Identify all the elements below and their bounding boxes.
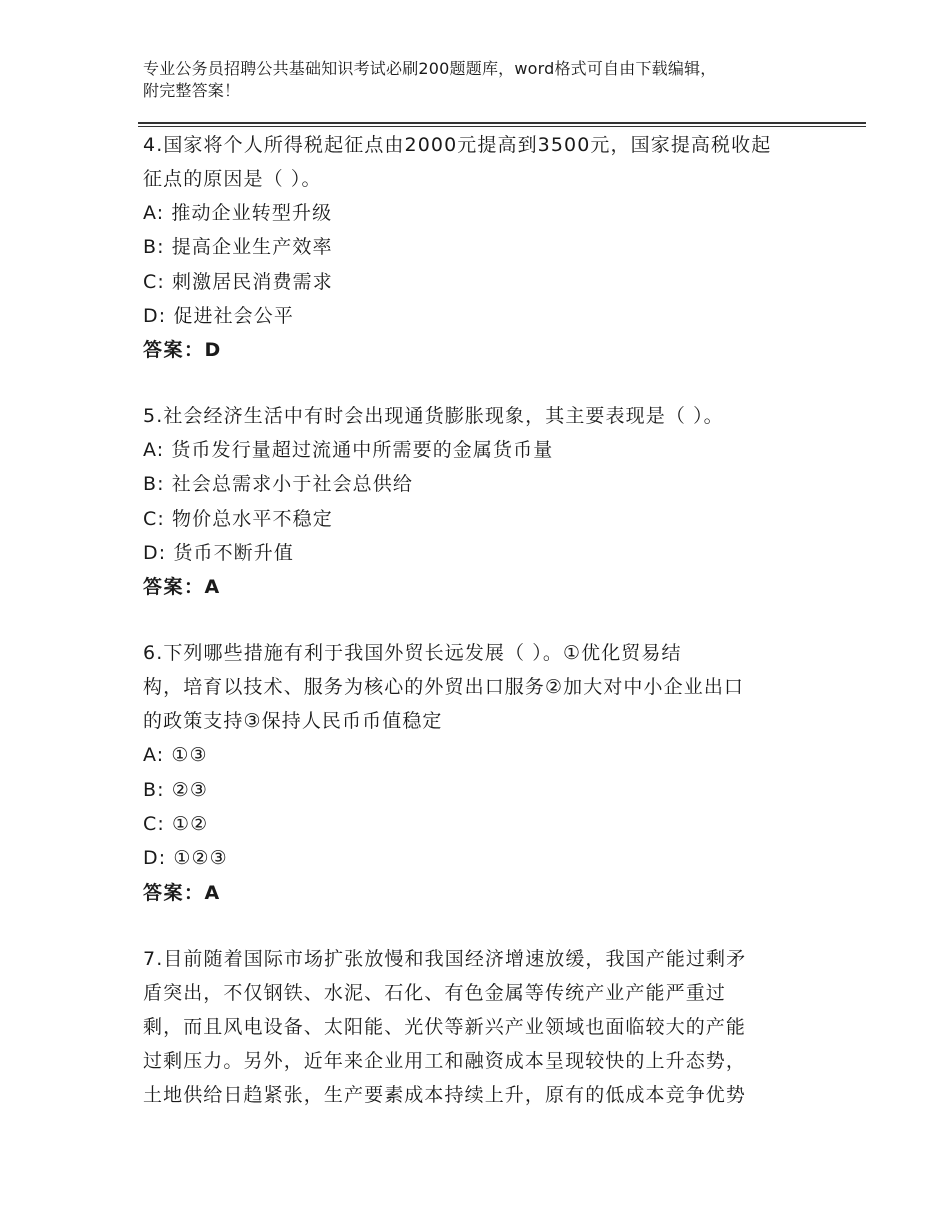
- question-stem-line: 构，培育以技术、服务为核心的外贸出口服务②加大对中小企业出口: [143, 676, 745, 699]
- option-c: C: 刺激居民消费需求: [143, 270, 333, 293]
- question-5: [143, 399, 833, 604]
- option-d: D: ①②③: [143, 847, 228, 870]
- question-stem-line: 7.目前随着国际市场扩张放慢和我国经济增速放缓，我国产能过剩矛: [143, 947, 747, 970]
- question-stem-line: 征点的原因是（ ）。: [143, 168, 322, 190]
- question-list: [143, 128, 833, 1144]
- option-d: D: 货币不断升值: [143, 542, 294, 565]
- answer: 答案：A: [143, 881, 221, 904]
- option-b: B: ②③: [143, 778, 209, 801]
- page-header: [143, 58, 843, 102]
- answer: 答案：D: [143, 339, 222, 362]
- question-stem-line: 过剩压力。另外，近年来企业用工和融资成本呈现较快的上升态势，: [143, 1049, 747, 1072]
- question-stem-line: 5.社会经济生活中有时会出现通货膨胀现象，其主要表现是（ ）。: [143, 405, 724, 428]
- question-stem-line: 6.下列哪些措施有利于我国外贸长远发展（ ）。①优化贸易结: [143, 642, 682, 665]
- option-d: D: 促进社会公平: [143, 304, 294, 327]
- header-line-1: 专业公务员招聘公共基础知识考试必刷200题题库，word格式可自由下载编辑，: [143, 59, 717, 78]
- option-a: A: ①③: [143, 744, 208, 767]
- option-c: C: 物价总水平不稳定: [143, 507, 333, 530]
- question-stem-line: 剩，而且风电设备、太阳能、光伏等新兴产业领域也面临较大的产能: [143, 1015, 747, 1038]
- option-a: A: 货币发行量超过流通中所需要的金属货币量: [143, 439, 554, 462]
- question-7: [143, 942, 833, 1112]
- question-6: [143, 636, 833, 909]
- question-stem-line: 的政策支持③保持人民币币值稳定: [143, 710, 443, 733]
- option-b: B: 提高企业生产效率: [143, 236, 333, 259]
- option-c: C: ①②: [143, 812, 209, 835]
- question-4: [143, 128, 833, 367]
- option-a: A: 推动企业转型升级: [143, 202, 333, 224]
- answer: 答案：A: [143, 576, 221, 599]
- question-stem-line: 盾突出，不仅钢铁、水泥、石化、有色金属等传统产业产能严重过: [143, 981, 726, 1004]
- question-stem-line: 4.国家将个人所得税起征点由2000元提高到3500元，国家提高税收起: [143, 134, 772, 156]
- header-line-2: 附完整答案！: [143, 81, 241, 100]
- option-b: B: 社会总需求小于社会总供给: [143, 473, 413, 496]
- header-rule-thick: [138, 122, 866, 124]
- question-stem-line: 土地供给日趋紧张，生产要素成本持续上升，原有的低成本竞争优势: [143, 1083, 747, 1106]
- header-rule-thin: [138, 126, 866, 127]
